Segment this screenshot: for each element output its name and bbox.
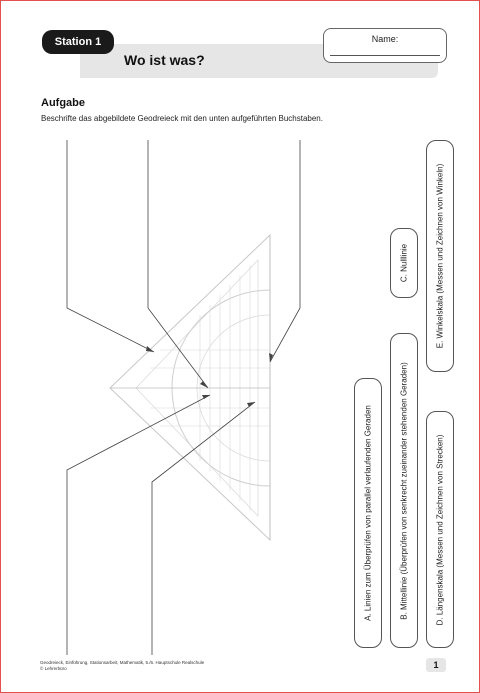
footer [40, 660, 204, 672]
pointer-arrowheads [146, 346, 273, 407]
footer-line-1: Geodreieck, Einführung, Stationsarbeit, Mathematik, 5./6. Hauptschule Realschule [40, 660, 205, 665]
label-d [426, 411, 454, 648]
station-badge: Station 1 [42, 30, 114, 54]
page-number: 1 [426, 658, 446, 672]
label-a [354, 378, 382, 648]
name-underline [330, 55, 440, 56]
set-square-outline [110, 235, 270, 540]
label-b [390, 333, 418, 648]
label-d-text: D. Längenskala (Messen und Zeichnen von Strecken) [435, 434, 445, 625]
pointer-lines [67, 140, 300, 655]
label-e-text: E. Winkelskala (Messen und Zeichnen von Winkeln) [435, 163, 445, 349]
label-a-text: A. Linien zum Überprüfen von parallel verlaufenden Geraden [363, 405, 373, 621]
name-label: Name: [371, 34, 399, 44]
task-heading: Aufgabe [41, 97, 85, 109]
worksheet-title: Wo ist was? [124, 52, 205, 68]
name-field[interactable] [323, 28, 447, 63]
set-square-drawing [50, 140, 340, 655]
label-c [390, 228, 418, 298]
task-instruction: Beschrifte das abgebildete Geodreieck mit den unten aufgeführten Buchstaben. [41, 114, 323, 123]
footer-line-2: © Lehrerbüro [40, 666, 67, 671]
label-b-text: B. Mittellinie (Überprüfen von senkrecht zueinander stehenden Geraden) [399, 361, 409, 620]
label-e [426, 140, 454, 372]
label-c-text: C. Nulllinie [399, 243, 409, 283]
